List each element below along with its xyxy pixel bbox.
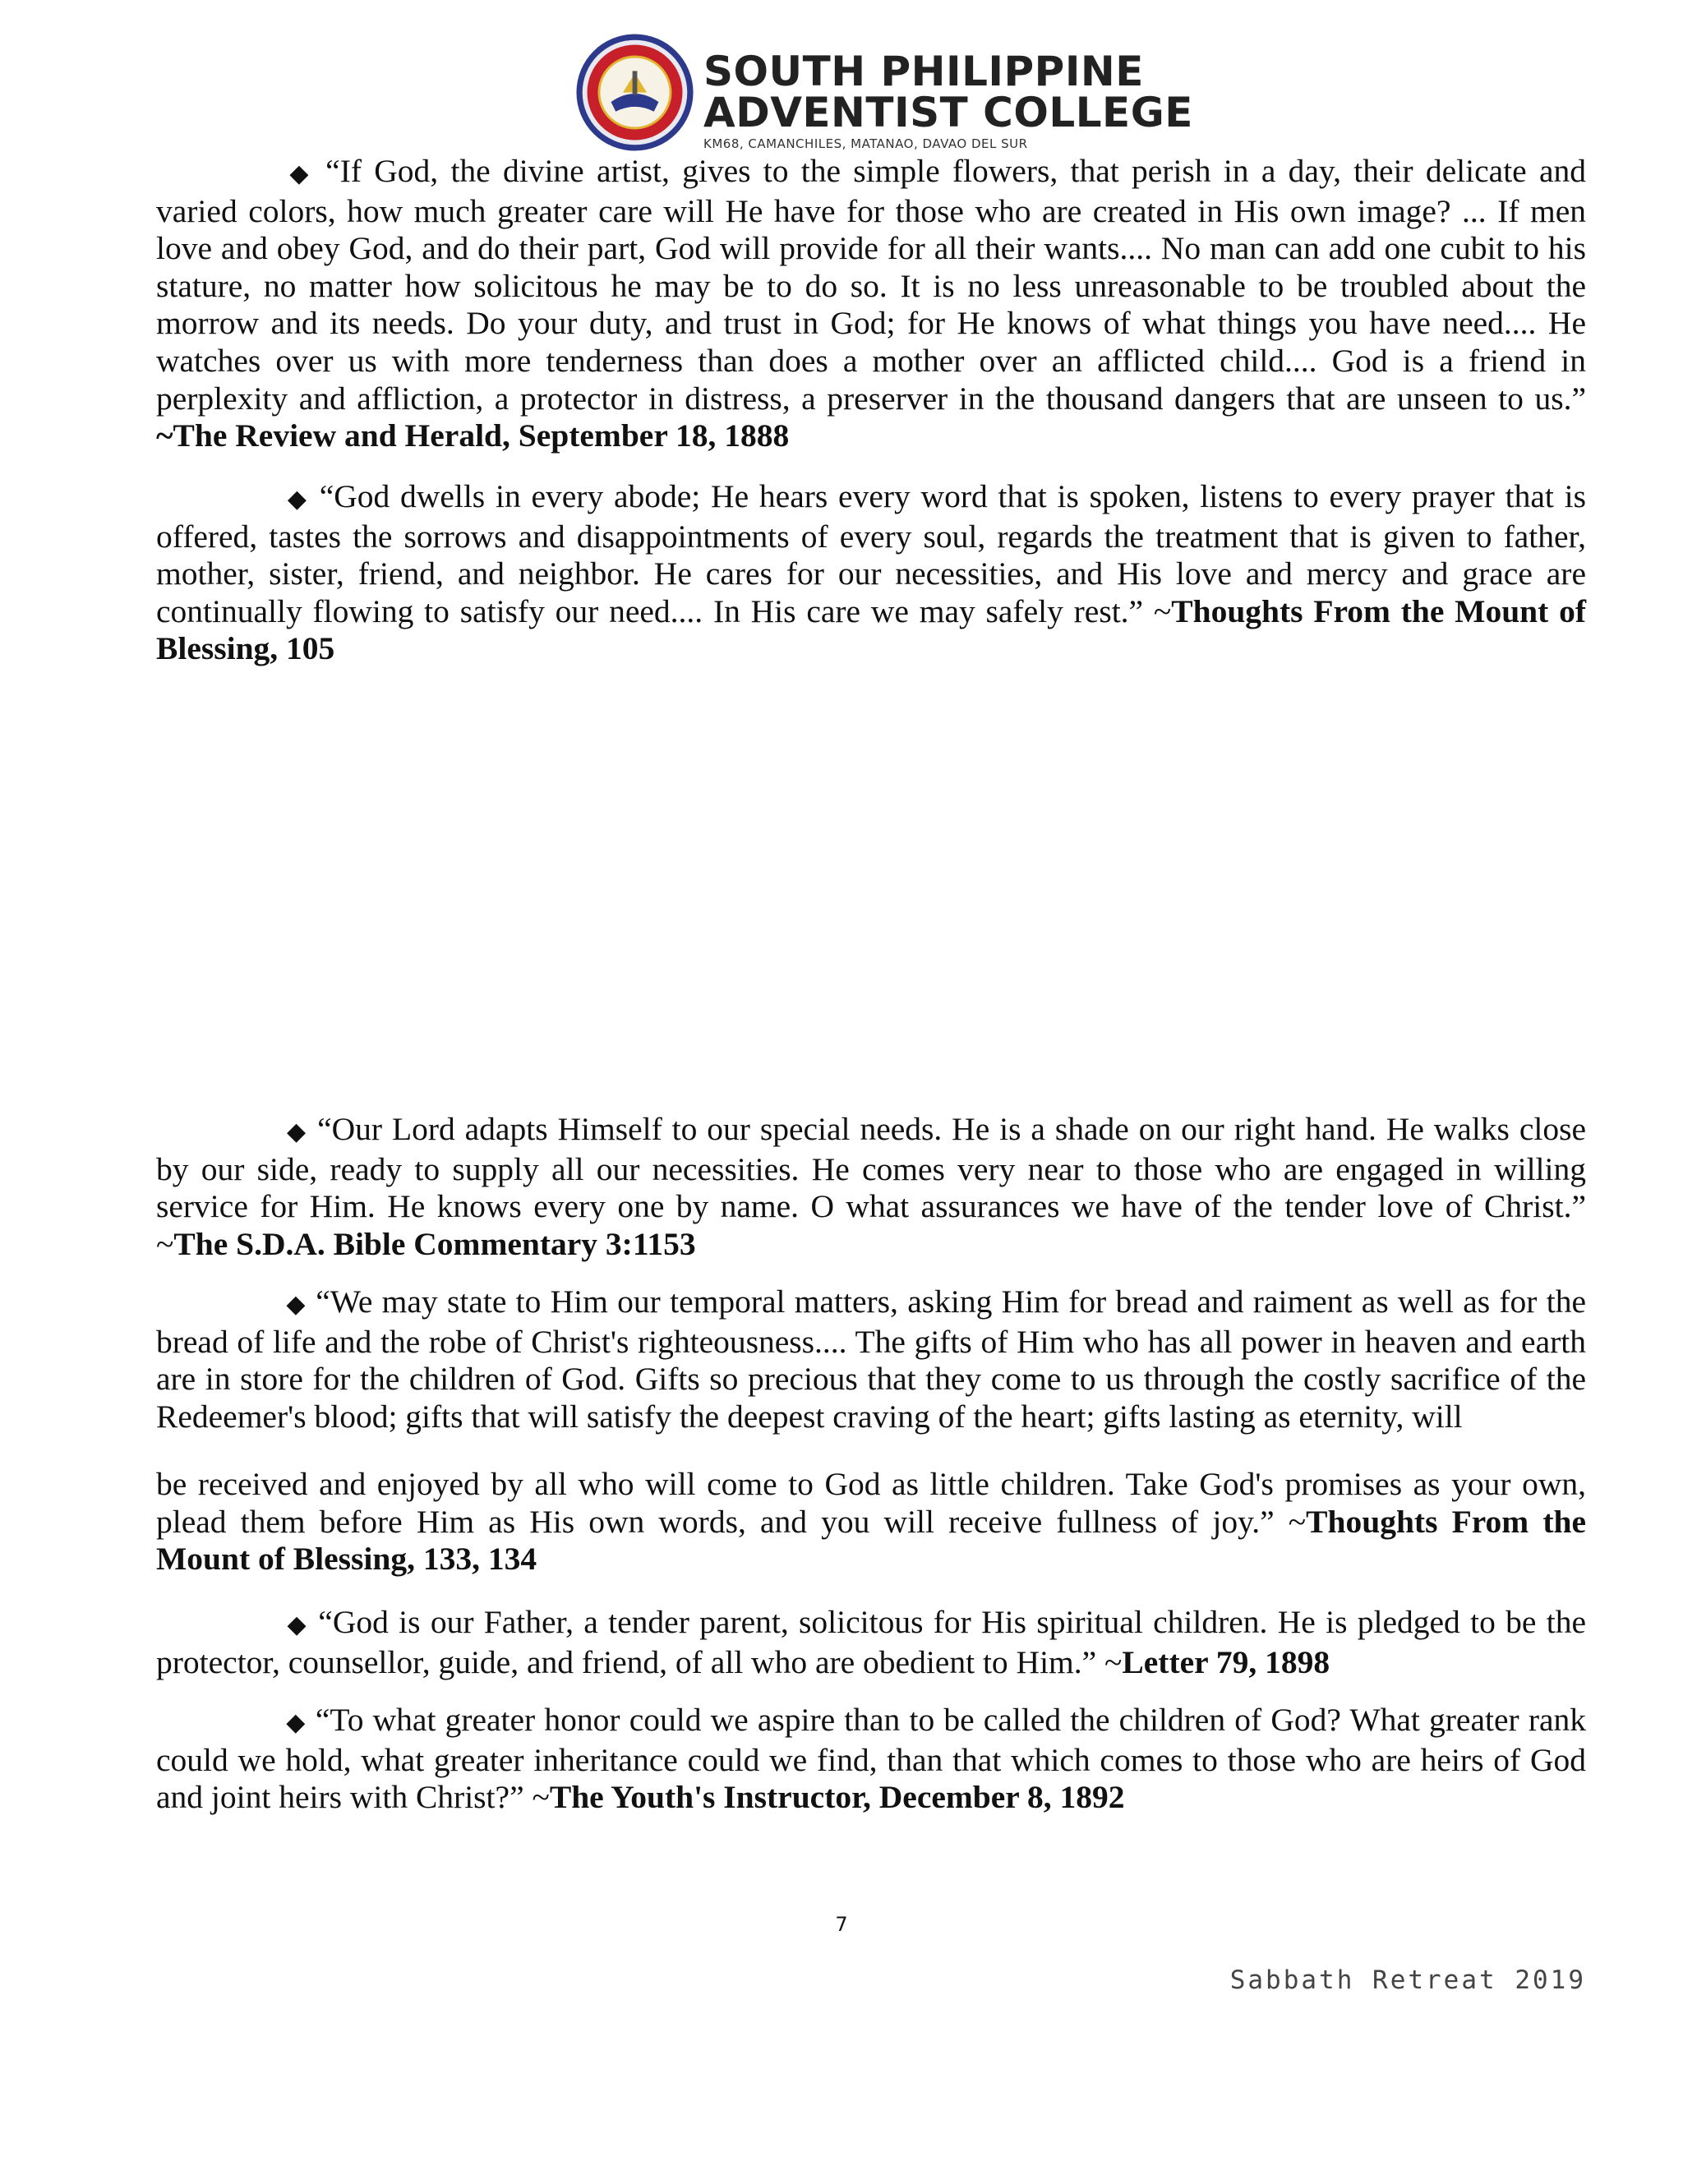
college-seal-icon xyxy=(575,33,694,152)
diamond-bullet-icon: ◆ xyxy=(285,1117,308,1146)
college-name-line2: ADVENTIST COLLEGE xyxy=(703,89,1193,136)
quote-paragraph xyxy=(156,1283,1586,1435)
quote-source: Thoughts From the Mount of Blessing, 133, 134 xyxy=(156,1503,1586,1578)
diamond-bullet-icon: ◆ xyxy=(285,1290,307,1319)
quote-text: “We may state to Him our temporal matters, asking Him for bread and raiment as well as for the bread of life and the robe of Christ's righteousness.... The gifts of Him who has all power in heaven and earth are in store for the children of God. Gifts so precious that they come to us through the costly sacrifice of the Redeemer's blood; gifts that will satisfy the deepest craving of the heart; gifts lasting as eternity, will xyxy=(156,1283,1587,1435)
college-name xyxy=(703,48,1193,151)
diamond-bullet-icon: ◆ xyxy=(285,485,309,514)
quote-source: The S.D.A. Bible Commentary 3:1153 xyxy=(173,1225,696,1262)
quote-text: “God is our Father, a tender parent, solicitous for His spiritual children. He is pledged to be the protector, counsellor, guide, and friend, of all who are obedient to Him.” ~ xyxy=(156,1604,1587,1680)
college-logo-header xyxy=(575,30,1193,153)
quote-text: “To what greater honor could we aspire than to be called the children of God? What greater rank could we hold, what greater inheritance could we find, than that which comes to those who are heirs of God and joint heirs with Christ?” ~ xyxy=(156,1702,1587,1816)
college-address: KM68, CAMANCHILES, MATANAO, DAVAO DEL SUR xyxy=(703,136,1028,151)
quote-source: The Youth's Instructor, December 8, 1892 xyxy=(549,1779,1125,1816)
footer-text: Sabbath Retreat 2019 xyxy=(1229,1965,1586,1995)
quote-paragraph xyxy=(156,1702,1586,1817)
quote-source: Thoughts From the Mount of Blessing, 105 xyxy=(156,592,1586,667)
quote-paragraph xyxy=(156,153,1586,455)
diamond-bullet-icon: ◆ xyxy=(285,1610,308,1639)
quote-source: ~The Review and Herald, September 18, 1888 xyxy=(156,417,790,454)
quote-text: “Our Lord adapts Himself to our special needs. He is a shade on our right hand. He walks close by our side, ready to supply all our necessities. He comes very near to those who are engaged in willing service for Him. He knows every one by name. O what assurances we have of the tender love of Christ.” ~ xyxy=(156,1111,1586,1262)
quote-paragraph xyxy=(156,1604,1586,1681)
quote-text-continued: be received and enjoyed by all who will come to God as little children. Take God's promises as your own, plead them before Him as His own words, and you will receive fullness of joy.” ~ xyxy=(156,1466,1586,1540)
quote-continuation xyxy=(156,1466,1586,1578)
quote-paragraph xyxy=(156,1111,1586,1263)
diamond-bullet-icon: ◆ xyxy=(285,159,313,188)
college-name-line1: SOUTH PHILIPPINE xyxy=(703,48,1144,95)
diamond-bullet-icon: ◆ xyxy=(285,1708,307,1737)
quote-text: “God dwells in every abode; He hears every word that is spoken, listens to every prayer that is offered, tastes the sorrows and disappointments of every soul, regards the treatment that is given to father, mother, sister, friend, and neighbor. He cares for our necessities, and His love and mercy and grace are continually flowing to satisfy our need.... In His care we may safely rest.” ~ xyxy=(156,478,1587,629)
page-number: 7 xyxy=(835,1913,848,1936)
quote-source: Letter 79, 1898 xyxy=(1122,1643,1330,1680)
quote-paragraph xyxy=(156,478,1586,668)
quote-text: “If God, the divine artist, gives to the simple flowers, that perish in a day, their delicate and varied colors, how much greater care will He have for those who are created in His own image? ... If men love and obey God, and do their part, God will provide for all their wants.... No man can add one cubit to his stature, no matter how solicitous he may be to do so. It is no less unreasonable to be troubled about the morrow and its needs. Do your duty, and trust in God; for He knows of what things you have need.... He watches over us with more tenderness than does a mother over an afflicted child.... God is a friend in perplexity and affliction, a protector in distress, a preserver in the thousand dangers that are unseen to us.” xyxy=(156,153,1587,417)
